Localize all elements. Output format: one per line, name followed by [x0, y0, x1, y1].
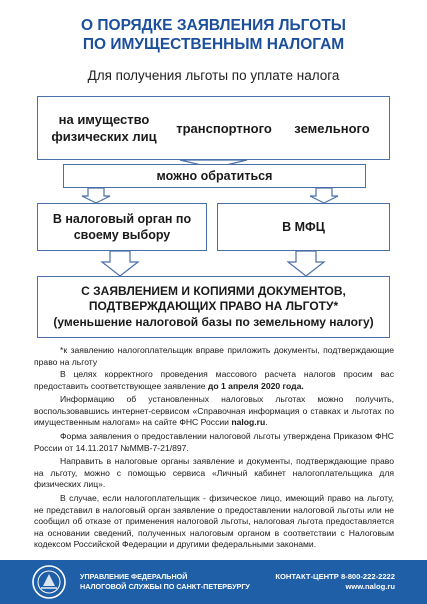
- page-subtitle: Для получения льготы по уплате налога: [87, 68, 340, 83]
- tax-type-property-line-1: на имущество: [58, 112, 150, 127]
- note-deadline-text: В целях корректного проведения массового расчета налогов просим вас предоставить соответствующее заявление: [34, 369, 394, 391]
- requirement-line-2: ПОДТВЕРЖДАЮЩИХ ПРАВО НА ЛЬГОТУ*: [88, 299, 339, 314]
- note-form-order: Форма заявления о предоставлении налоговой льготы утверждена Приказом ФНС России от 14.11.2017 №ММВ-7-21/897.: [34, 431, 394, 453]
- option-tax-office: [37, 203, 207, 251]
- footer-org-line-2: НАЛОГОВОЙ СЛУЖБЫ ПО САНКТ-ПЕТЕРБУРГУ: [80, 581, 250, 591]
- tax-type-land: земельного: [294, 120, 370, 136]
- footer-bar: [0, 560, 427, 604]
- tax-type-property: [40, 96, 168, 160]
- footer-website-link[interactable]: www.nalog.ru: [345, 581, 395, 591]
- note-info-service-text: Информацию об установленных налоговых льготах можно получить, воспользовавшись интернет-сервисом «Справочная информация о ставках и льготах по имущественным налогам» на сайте ФНС России: [34, 394, 394, 428]
- requirement-box: [37, 276, 390, 338]
- option-mfc-label: В МФЦ: [282, 220, 325, 234]
- down-arrow-icon: [310, 188, 338, 203]
- note-info-service: [34, 394, 394, 429]
- option-mfc: [217, 203, 390, 251]
- note-info-service-end: .: [265, 417, 268, 428]
- note-online-cabinet: Направить в налоговые органы заявление и документы, подтверждающие право на льготу, можно с помощью сервиса «Личный кабинет налогоплательщика для физических лиц».: [34, 456, 394, 490]
- contact-center-phone[interactable]: КОНТАКТ-ЦЕНТР 8-800-222-2222: [275, 572, 395, 581]
- contact-label: можно обратиться: [156, 169, 273, 183]
- option-tax-office-line-2: своему выбору: [73, 228, 171, 242]
- down-arrow-icon: [82, 188, 110, 203]
- note-default-grant: В случае, если налогоплательщик - физическое лицо, имеющий право на льготу, не представил в налоговый орган заявление о предоставлении налоговой льготы или не сообщил об отказе от применения налоговой льготы, налоговая льгота предоставляется на основании сведений, полученных налоговым органом в соответствии с Налоговым кодексом Российской Федерации и другими федеральными законами.: [34, 493, 394, 550]
- footer-contacts: [275, 572, 395, 591]
- title-line-2: ПО ИМУЩЕСТВЕННЫМ НАЛОГАМ: [82, 36, 345, 53]
- fns-emblem-icon: [30, 564, 68, 600]
- contact-label-box: [63, 164, 366, 188]
- requirement-line-1: С ЗАЯВЛЕНИЕМ И КОПИЯМИ ДОКУМЕНТОВ,: [81, 283, 346, 298]
- note-deadline: [34, 369, 394, 392]
- down-arrow-icon: [102, 251, 138, 276]
- down-arrow-icon: [288, 251, 324, 276]
- nalog-link[interactable]: nalog.ru: [231, 417, 266, 428]
- option-tax-office-line-1: В налоговый орган по: [52, 212, 192, 226]
- requirement-line-3: (уменьшение налоговой базы по земельному налогу): [53, 314, 374, 329]
- footer-org: [80, 572, 250, 591]
- footer-org-line-1: УПРАВЛЕНИЕ ФЕДЕРАЛЬНОЙ: [80, 572, 188, 581]
- tax-type-transport: транспортного: [176, 120, 272, 136]
- tax-type-property-line-2: физических лиц: [51, 129, 157, 144]
- note-deadline-date: до 1 апреля 2020 года.: [207, 380, 304, 391]
- title-line-1: О ПОРЯДКЕ ЗАЯВЛЕНИЯ ЛЬГОТЫ: [81, 17, 346, 34]
- note-footnote: *к заявлению налогоплательщик вправе приложить документы, подтверждающие право на льготу: [34, 345, 394, 367]
